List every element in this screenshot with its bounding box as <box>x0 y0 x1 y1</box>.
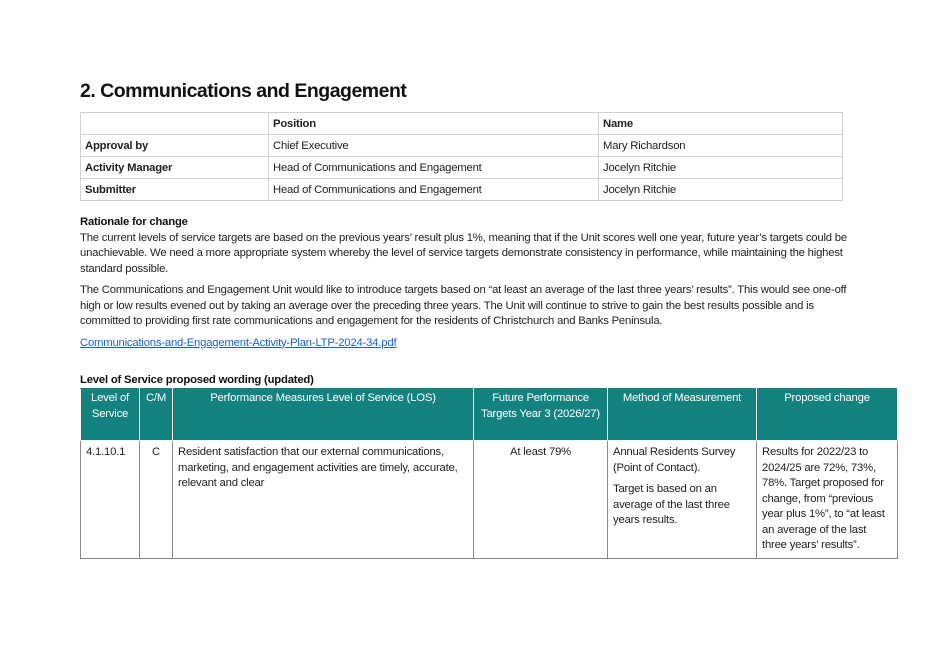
rationale-title: Rationale for change <box>80 216 188 228</box>
measure-cell: Resident satisfaction that our external communications, marketing, and engagement activities are timely, accurate, relevant and clear <box>173 441 474 559</box>
method-text-2: Target is based on an average of the last three years results. <box>613 483 730 526</box>
header-name: Name <box>599 113 843 135</box>
table-header-row <box>81 389 898 441</box>
role-label: Approval by <box>81 135 269 157</box>
header-cell <box>81 113 269 135</box>
rationale-section <box>80 215 860 357</box>
rationale-paragraph-2: The Communications and Engagement Unit would like to introduce targets based on “at least an average of the last three years’ results”. This would see one-off high or low results evened out by taking an average over the preceding three years. The Unit will continue to strive to gain the best results possible and is committed to providing first rate communications and engagement for the residents of Christchurch and Banks Peninsula. <box>80 284 847 327</box>
role-label: Activity Manager <box>81 157 269 179</box>
rationale-paragraph-1: The current levels of service targets are based on the previous years’ result plus 1%, meaning that if the Unit scores well one year, future year’s targets could be unachievable. We need a more appropriate system whereby the level of service targets demonstrate consistency in performance, while maintaining the highest standard possible. <box>80 231 847 275</box>
los-title: Level of Service proposed wording (updated) <box>80 374 314 386</box>
activity-plan-link[interactable]: Communications-and-Engagement-Activity-Plan-LTP-2024-34.pdf <box>80 336 397 349</box>
header-method: Method of Measurement <box>608 389 757 441</box>
position-cell: Head of Communications and Engagement <box>269 157 599 179</box>
role-label: Submitter <box>81 179 269 201</box>
page-title: 2. Communications and Engagement <box>80 80 407 102</box>
target-cell: At least 79% <box>474 441 608 559</box>
name-cell: Jocelyn Ritchie <box>599 179 843 201</box>
los-table <box>80 388 898 559</box>
name-cell: Mary Richardson <box>599 135 843 157</box>
table-row <box>81 441 898 559</box>
header-target: Future Performance Targets Year 3 (2026/27) <box>474 389 608 441</box>
method-cell <box>608 441 757 559</box>
position-cell: Chief Executive <box>269 135 599 157</box>
table-row <box>81 135 843 157</box>
table-row <box>81 157 843 179</box>
header-cm: C/M <box>140 389 173 441</box>
header-position: Position <box>269 113 599 135</box>
header-change: Proposed change <box>757 389 898 441</box>
table-header-row <box>81 113 843 135</box>
header-measure: Performance Measures Level of Service (LOS) <box>173 389 474 441</box>
name-cell: Jocelyn Ritchie <box>599 157 843 179</box>
method-text-1: Annual Residents Survey (Point of Contact). <box>613 446 736 474</box>
change-cell: Results for 2022/23 to 2024/25 are 72%, 73%, 78%. Target proposed for change, from “previous year plus 1%”, to “at least an average of the last three years’ results”. <box>757 441 898 559</box>
level-cell: 4.1.10.1 <box>81 441 140 559</box>
approval-table <box>80 112 843 201</box>
header-level: Level of Service <box>81 389 140 441</box>
cm-cell: C <box>140 441 173 559</box>
position-cell: Head of Communications and Engagement <box>269 179 599 201</box>
table-row <box>81 179 843 201</box>
